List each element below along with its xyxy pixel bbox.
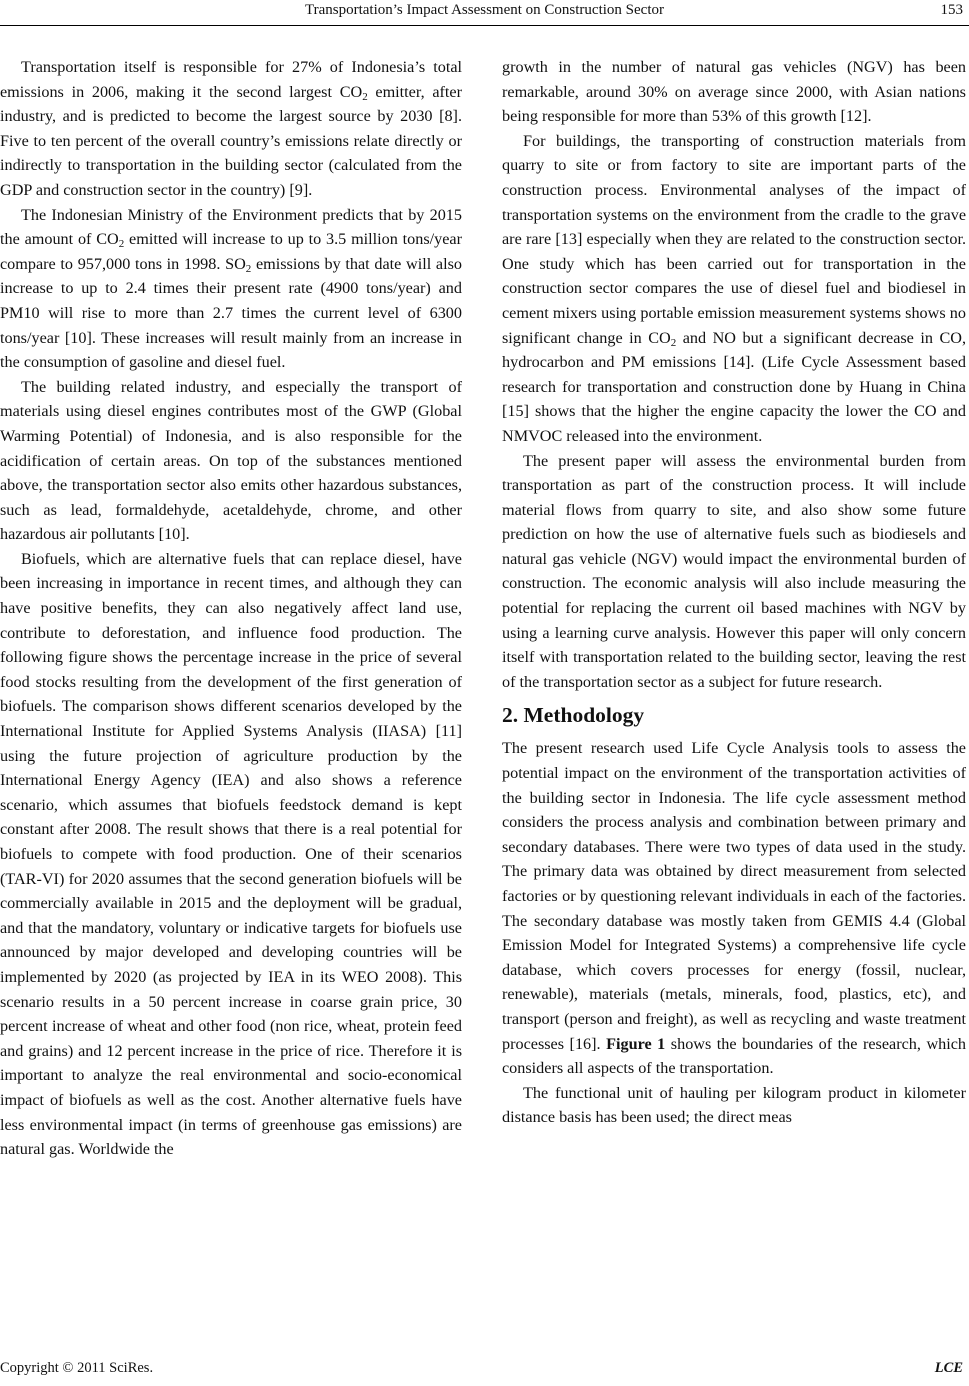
text-run: emissions by that date will also increase to up to 2.4 times their present rate (4900 tons/year) and PM10 will rise to more than 2.7 times the current level of 6300 tons/year [10]. These increases will result mainly from an increase in the consumption of gasoline and diesel fuel. [0,254,462,372]
subscript: 2 [362,90,368,103]
text-run: emitted will increase to up to 3.5 million tons/year compare to 957,000 tons in 1998. SO [0,230,462,273]
text-run: For buildings, the transporting of construction materials from quarry to site or from factory to site are important parts of the construction process. Environmental analyses of the impact of transportation systems on the environment from the cradle to the grave are rare [13] especially when they are related to the construction sector. One study which has been carried out for transportation in the construction sector compares the use of diesel fuel and biodiesel in cement mixers using portable emission measurement systems shows no significant change in CO [502,131,966,347]
figure-reference: Figure 1 [606,1034,666,1053]
right-column [502,55,966,1130]
text-run: Transportation itself is responsible for 27% of Indonesia’s total emissions in 2006, making it the second largest CO [0,58,462,101]
paragraph [0,203,462,375]
page-number: 153 [940,2,963,18]
paragraph: The present paper will assess the environmental burden from transportation as part of the construction process. It will include material flows from quarry to site, and also show some future prediction on how the use of alternative fuels such as biodiesels and natural gas vehicle (NGV) would impact the environmental burden of construction. The economic analysis will also include measuring the potential for replacing the current oil based machines with NGV by using a learning curve analysis. However this paper will only concern itself with transportation related to the building sector, leaving the rest of the transportation sector as a subject for future research. [502,451,966,691]
paragraph [502,129,966,449]
paragraph: The functional unit of hauling per kilogram product in kilometer distance basis has been used; the direct meas [502,1083,966,1127]
subscript: 2 [670,336,677,349]
paragraph: Biofuels, which are alternative fuels that can replace diesel, have been increasing in importance in recent times, and although they can have positive benefits, they can also negatively affect land use, contribute to deforestation, and influence food production. The following figure shows the percentage increase in the price of several food stocks resulting from the development of the first generation of biofuels. The comparison shows different scenarios developed by the International Institute for Applied Systems Analysis (IIASA) [11] using the future projection of agriculture production by the International Energy Agency (IEA) and also shows a reference scenario, which assumes that biofuels feedstock demand is kept constant after 2008. The result shows that there is a real potential for biofuels to compete with food production. One of their scenarios (TAR-VI) for 2020 assumes that the second generation biofuels will be commercially available in 2015 and the deployment will be gradual, and that the mandatory, voluntary or indicative targets for biofuels use announced by major developed and developing countries will be implemented by 2020 (as projected by IEA in its WEO 2008). This scenario results in a 50 percent increase in coarse grain price, 30 percent increase of wheat and other food (non rice, wheat, protein feed and grains) and 12 percent increase in the price of rice. Therefore it is important to analyze the real environmental and socio-economical impact of biofuels as well as the cost. Another alternative fuels have less environmental impact (in terms of greenhouse gas emissions) are natural gas. Worldwide the [0,549,462,1159]
header-divider [0,25,969,26]
journal-abbreviation: LCE [934,1360,963,1376]
running-title: Transportation’s Impact Assessment on Construction Sector [304,2,664,18]
text-run: emitter, after industry, and is predicted to become the largest source by 2030 [8]. Five to ten percent of the overall country’s emissions relate directly or indirectly to transportation in the building sector (calculated from the GDP and construction sector in the country) [9]. [0,82,462,199]
subscript: 2 [245,262,252,275]
text-run: The present research used Life Cycle Analysis tools to assess the potential impact on the environment of the transportation activities of the building sector in Indonesia. The life cycle assessment method considers the process analysis and combination between primary and secondary databases. There were two types of data used in the study. The primary data was obtained by direct measurement from selected factories or by questioning relevant individuals in each of the factories. The secondary database was mostly taken from GEMIS 4.4 (Global Emission Model for Integrated Systems) a comprehensive life cycle database, which covers processes for energy (fossil, nuclear, renewable), materials (metals, minerals, food, plastics, etc), and transport (person and freight), as well as recycling and waste treatment processes [16]. [502,739,966,1053]
text-run: The Indonesian Ministry of the Environment predicts that by 2015 the amount of CO [0,205,462,249]
text-run: shows the boundaries of the research, which considers all aspects of the transportation. [502,1034,967,1078]
page-footer [0,1360,969,1382]
left-column [0,55,462,1162]
paragraph: growth in the number of natural gas vehicles (NGV) has been remarkable, around 30% on average since 2000, with Asian nations being responsible for more than 53% of this growth [12]. [502,58,966,126]
paragraph: The building related industry, and especially the transport of materials using diesel engines contributes most of the GWP (Global Warming Potential) of Indonesia, and is also responsible for the acidification of certain areas. On top of the substances mentioned above, the transportation sector also emits other hazardous substances, such as lead, formaldehyde, acetaldehyde, chrome, and other hazardous air pollutants [10]. [0,377,462,544]
paragraph [502,736,966,1080]
text-run: and NO but a significant decrease in CO, hydrocarbon and PM emissions [14]. (Life Cycle Assessment based research for transportation and construction done by Huang in China [15] shows that the higher the engine capacity the lower the CO and NMVOC released into the environment. [502,328,966,445]
running-header [0,0,969,30]
copyright-notice: Copyright © 2011 SciRes. [0,1360,154,1376]
subscript: 2 [118,238,125,251]
section-heading: 2. Methodology [502,703,645,728]
paragraph [0,55,462,203]
